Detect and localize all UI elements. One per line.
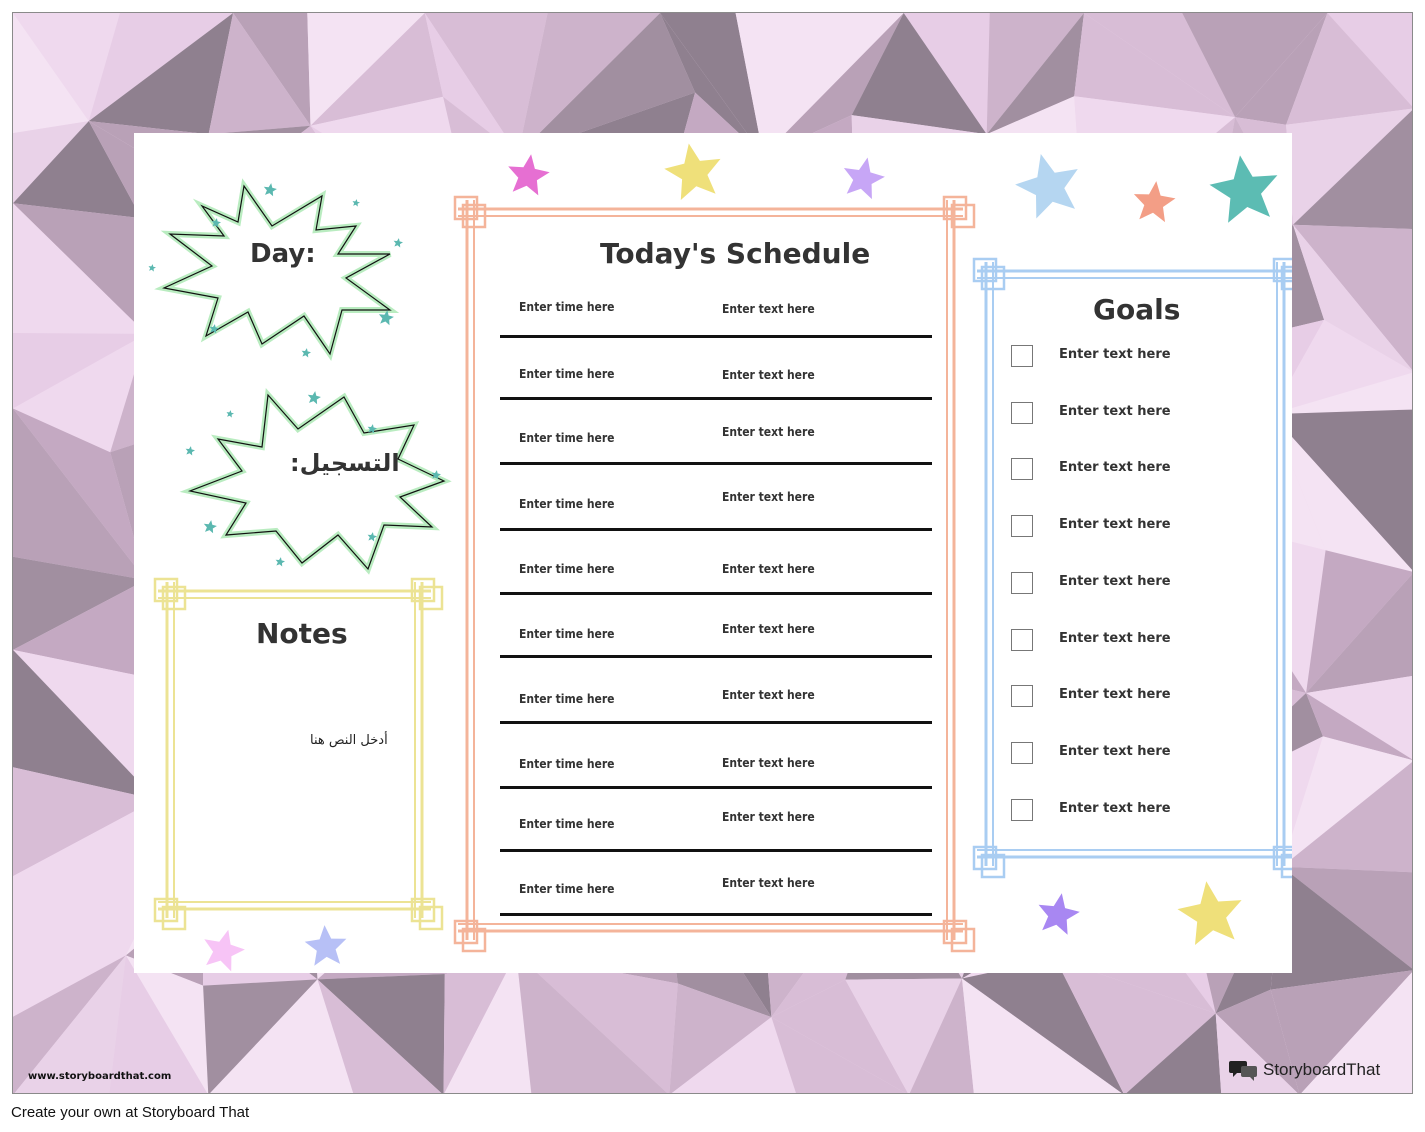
goal-text[interactable]: Enter text here <box>1059 460 1171 476</box>
storyboardthat-logo[interactable] <box>1229 1057 1380 1083</box>
schedule-rule <box>500 786 932 789</box>
schedule-text[interactable]: Enter text here <box>722 622 815 636</box>
schedule-rule <box>500 721 932 724</box>
small-star-icon <box>308 391 321 404</box>
schedule-text[interactable]: Enter text here <box>722 756 815 770</box>
schedule-text[interactable]: Enter text here <box>722 425 815 439</box>
violet-star-icon <box>1039 893 1080 935</box>
schedule-time[interactable]: Enter time here <box>519 817 615 831</box>
footer-url[interactable]: www.storyboardthat.com <box>28 1071 172 1082</box>
brand-name: StoryboardThat <box>1263 1060 1381 1079</box>
day-burst <box>164 186 390 354</box>
schedule-text[interactable]: Enter text here <box>722 876 815 890</box>
small-star-icon <box>227 410 235 418</box>
worksheet-frame <box>12 12 1413 1094</box>
yellow-star-icon <box>1178 881 1242 945</box>
schedule-text[interactable]: Enter text here <box>722 562 815 576</box>
schedule-rule <box>500 592 932 595</box>
registration-burst <box>190 395 444 569</box>
schedule-title: Today's Schedule <box>600 237 871 270</box>
yellow-star-icon <box>664 144 720 201</box>
purple-star-icon <box>844 158 885 200</box>
goal-text[interactable]: Enter text here <box>1059 800 1171 816</box>
day-label: Day: <box>250 239 316 269</box>
schedule-time[interactable]: Enter time here <box>519 300 615 314</box>
schedule-time[interactable]: Enter time here <box>519 757 615 771</box>
goal-checkbox[interactable] <box>1011 345 1033 367</box>
schedule-time[interactable]: Enter time here <box>519 627 615 641</box>
goal-text[interactable]: Enter text here <box>1059 687 1171 703</box>
speech-bubbles-icon <box>1229 1058 1259 1082</box>
small-star-icon <box>204 520 217 533</box>
small-star-icon <box>302 348 311 357</box>
schedule-time[interactable]: Enter time here <box>519 882 615 896</box>
blue-star-icon <box>1015 154 1078 219</box>
worksheet-card <box>134 133 1292 973</box>
goal-text[interactable]: Enter text here <box>1059 517 1171 533</box>
goal-checkbox[interactable] <box>1011 458 1033 480</box>
schedule-text[interactable]: Enter text here <box>722 302 815 316</box>
schedule-rule <box>500 335 932 338</box>
schedule-text[interactable]: Enter text here <box>722 810 815 824</box>
small-star-icon <box>276 557 285 566</box>
create-your-own-link[interactable]: Create your own at Storyboard That <box>11 1104 250 1121</box>
schedule-rule <box>500 849 932 852</box>
notes-text[interactable]: أدخل النص هنا <box>310 733 388 748</box>
goal-checkbox[interactable] <box>1011 402 1033 424</box>
schedule-rule <box>500 655 932 658</box>
goal-checkbox[interactable] <box>1011 742 1033 764</box>
goal-checkbox[interactable] <box>1011 799 1033 821</box>
schedule-time[interactable]: Enter time here <box>519 692 615 706</box>
schedule-text[interactable]: Enter text here <box>722 688 815 702</box>
goal-checkbox[interactable] <box>1011 629 1033 651</box>
goal-checkbox[interactable] <box>1011 685 1033 707</box>
pink-star-icon <box>508 154 550 195</box>
notes-title: Notes <box>256 617 348 650</box>
orange-star-icon <box>1134 181 1176 222</box>
small-star-icon <box>394 238 403 247</box>
goals-title: Goals <box>1093 293 1181 326</box>
small-star-icon <box>264 183 277 196</box>
registration-label: التسجيل: <box>290 449 400 477</box>
schedule-text[interactable]: Enter text here <box>722 490 815 504</box>
pink-star-icon <box>204 930 245 972</box>
small-star-icon <box>353 199 361 207</box>
goal-text[interactable]: Enter text here <box>1059 347 1171 362</box>
small-star-icon <box>186 446 195 455</box>
goal-text[interactable]: Enter text here <box>1059 743 1171 759</box>
schedule-time[interactable]: Enter time here <box>519 431 615 445</box>
periwinkle-star-icon <box>305 925 347 966</box>
teal-star-icon <box>1210 155 1278 222</box>
small-star-icon <box>149 264 157 272</box>
schedule-text[interactable]: Enter text here <box>722 368 815 382</box>
schedule-rule <box>500 528 932 531</box>
schedule-time[interactable]: Enter time here <box>519 497 615 511</box>
schedule-time[interactable]: Enter time here <box>519 562 615 576</box>
schedule-rule <box>500 397 932 400</box>
goal-text[interactable]: Enter text here <box>1059 630 1171 646</box>
goal-text[interactable]: Enter text here <box>1059 403 1171 419</box>
schedule-rule <box>500 462 932 465</box>
schedule-time[interactable]: Enter time here <box>519 367 615 381</box>
goal-checkbox[interactable] <box>1011 515 1033 537</box>
goal-checkbox[interactable] <box>1011 572 1033 594</box>
schedule-rule <box>500 913 932 916</box>
goal-text[interactable]: Enter text here <box>1059 573 1171 589</box>
